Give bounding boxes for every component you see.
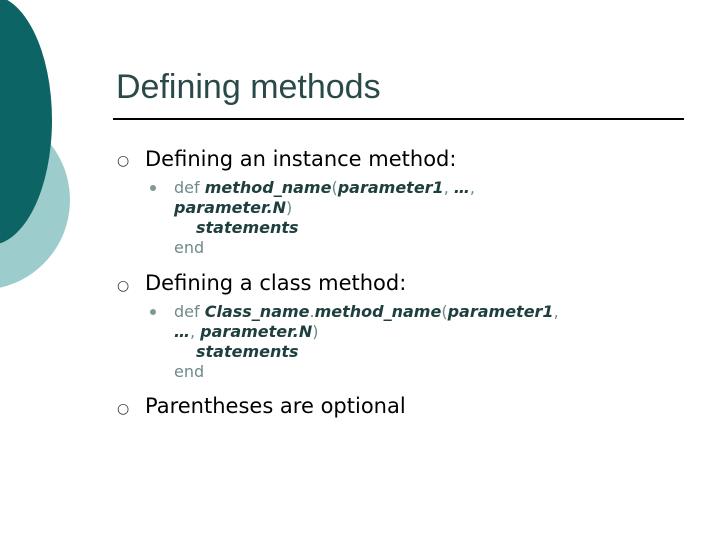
code-line-4 (174, 362, 559, 382)
close-paren: ) (286, 198, 293, 217)
ellipsis: … (174, 322, 190, 341)
sub-bullet-marker-2 (150, 309, 156, 315)
close-paren: ) (312, 322, 319, 341)
separator: , (443, 178, 454, 197)
code-line-2 (174, 322, 559, 342)
statements: statements (196, 218, 299, 237)
def-keyword: def (174, 178, 200, 197)
def-keyword: def (174, 302, 200, 321)
instance-method-code (174, 178, 475, 258)
end-keyword: end (174, 238, 205, 257)
method-name: method_name (314, 302, 442, 321)
title-underline (113, 118, 684, 120)
code-line-4 (174, 238, 475, 258)
class-method-code (174, 302, 559, 382)
method-name: method_name (204, 178, 332, 197)
comma: , (553, 302, 559, 321)
code-line-2 (174, 198, 475, 218)
decorative-circles (0, 0, 110, 300)
param-1: parameter1 (337, 178, 444, 197)
dot: . (309, 302, 315, 321)
open-paren: ( (331, 178, 338, 197)
bullet-class-method: Defining a class method: (145, 271, 407, 295)
bullet-marker-3: ○ (117, 401, 130, 417)
sub-bullet-marker-1 (150, 185, 156, 191)
code-line-1 (174, 302, 559, 322)
separator: , (190, 322, 201, 341)
bullet-parentheses-optional: Parentheses are optional (145, 394, 406, 418)
slide-title: Defining methods (116, 68, 381, 106)
bullet-marker-2: ○ (117, 278, 130, 294)
code-line-3 (174, 218, 475, 238)
param-n: parameter.N (200, 322, 313, 341)
bullet-instance-method: Defining an instance method: (145, 147, 457, 171)
open-paren: ( (441, 302, 448, 321)
param-n: parameter.N (174, 198, 287, 217)
end-keyword: end (174, 362, 205, 381)
code-line-1 (174, 178, 475, 198)
ellipsis: … (453, 178, 470, 197)
class-name: Class_name (204, 302, 310, 321)
comma: , (469, 178, 475, 197)
code-line-3 (174, 342, 559, 362)
param-1: parameter1 (447, 302, 554, 321)
bullet-marker-1: ○ (117, 153, 130, 169)
statements: statements (196, 342, 299, 361)
